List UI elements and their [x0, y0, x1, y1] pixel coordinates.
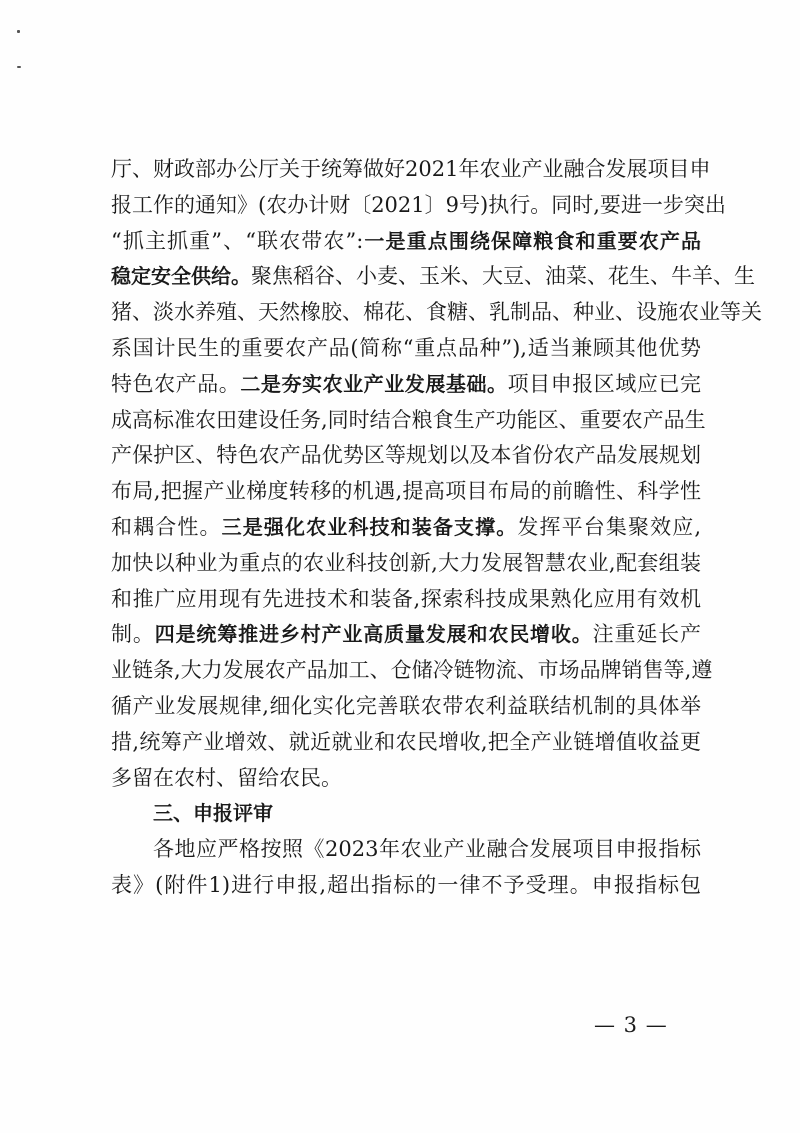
text-segment: “抓主抓重”、“联农带农”:: [111, 228, 364, 253]
text-line: [111, 653, 713, 689]
text-segment: 厅、财政部办公厅关于统筹做好2021年农业产业融合发展项目申: [111, 157, 711, 181]
text-segment: 注重延长产: [592, 622, 702, 647]
bold-text-segment: 二是夯实农业产业发展基础。: [240, 371, 508, 396]
text-segment: 系国计民生的重要农产品(简称“重点品种”),适当兼顾其他优势: [111, 335, 701, 360]
text-line: [111, 725, 701, 761]
text-line: [111, 438, 701, 474]
text-segment: 制。: [111, 622, 155, 647]
section-heading: 三、申报评审: [153, 801, 273, 826]
text-line: [111, 510, 701, 546]
text-line: [111, 367, 701, 403]
text-segment: 产保护区、特色农产品优势区等规划以及本省份农产品发展规划: [111, 443, 701, 468]
bold-text-segment: 一是重点围绕保障粮食和重要农产品: [363, 228, 701, 253]
paragraph-continuation: [111, 152, 762, 796]
body-text: [111, 152, 762, 904]
text-segment: 聚焦稻谷、小麦、玉米、大豆、油菜、花生、牛羊、生: [251, 264, 755, 289]
text-segment: 和推广应用现有先进技术和装备,探索科技成果熟化应用有效机: [111, 586, 701, 611]
bold-text-segment: 四是统筹推进乡村产业高质量发展和农民增收。: [154, 622, 593, 647]
scan-mark: [17, 66, 21, 68]
bold-text-segment: 稳定安全供给。: [111, 264, 251, 289]
text-line: [111, 474, 701, 510]
text-segment: 发挥平台集聚效应,: [517, 514, 701, 539]
text-segment: 循产业发展规律,细化实化完善联农带农利益联结机制的具体举: [111, 693, 701, 718]
text-line: [111, 761, 701, 797]
text-segment: 加快以种业为重点的农业科技创新,大力发展智慧农业,配套组装: [111, 550, 701, 575]
text-segment: 和耦合性。: [111, 514, 222, 539]
text-segment: 业链条,大力发展农产品加工、仓储冷链物流、市场品牌销售等,遵: [111, 658, 713, 683]
text-line: [111, 582, 701, 618]
paragraph-application: [111, 832, 701, 904]
text-line: [111, 617, 701, 653]
bold-text-segment: 三是强化农业科技和装备支撑。: [221, 514, 518, 539]
text-line: [111, 224, 701, 260]
text-line: 表》(附件1)进行申报,超出指标的一律不予受理。申报指标包: [111, 872, 701, 897]
text-segment: 多留在农村、留给农民。: [111, 765, 342, 790]
text-segment: 成高标准农田建设任务,同时结合粮食生产功能区、重要农产品生: [111, 407, 706, 432]
text-segment: 项目申报区域应已完: [507, 371, 702, 396]
text-line: [111, 295, 762, 331]
text-line: [111, 689, 701, 725]
page-number: — 3 —: [594, 1013, 668, 1037]
text-segment: 报工作的通知》(农办计财〔2021〕9号)执行。同时,要进一步突出: [111, 192, 726, 217]
text-segment: 布局,把握产业梯度转移的机遇,提高项目布局的前瞻性、科学性: [111, 479, 701, 504]
text-line: [111, 188, 726, 224]
text-segment: 措,统筹产业增效、就近就业和农民增收,把全产业链增值收益更: [111, 729, 701, 754]
text-line: [111, 403, 706, 439]
text-line: [111, 331, 701, 367]
scan-mark: [17, 30, 20, 33]
text-line: [111, 259, 755, 295]
text-segment: 特色农产品。: [111, 371, 241, 396]
text-segment: 猪、淡水养殖、天然橡胶、棉花、食糖、乳制品、种业、设施农业等关: [111, 300, 762, 325]
text-line: [111, 546, 701, 582]
text-line: [111, 152, 711, 188]
text-line: 各地应严格按照《2023年农业产业融合发展项目申报指标: [153, 837, 701, 862]
